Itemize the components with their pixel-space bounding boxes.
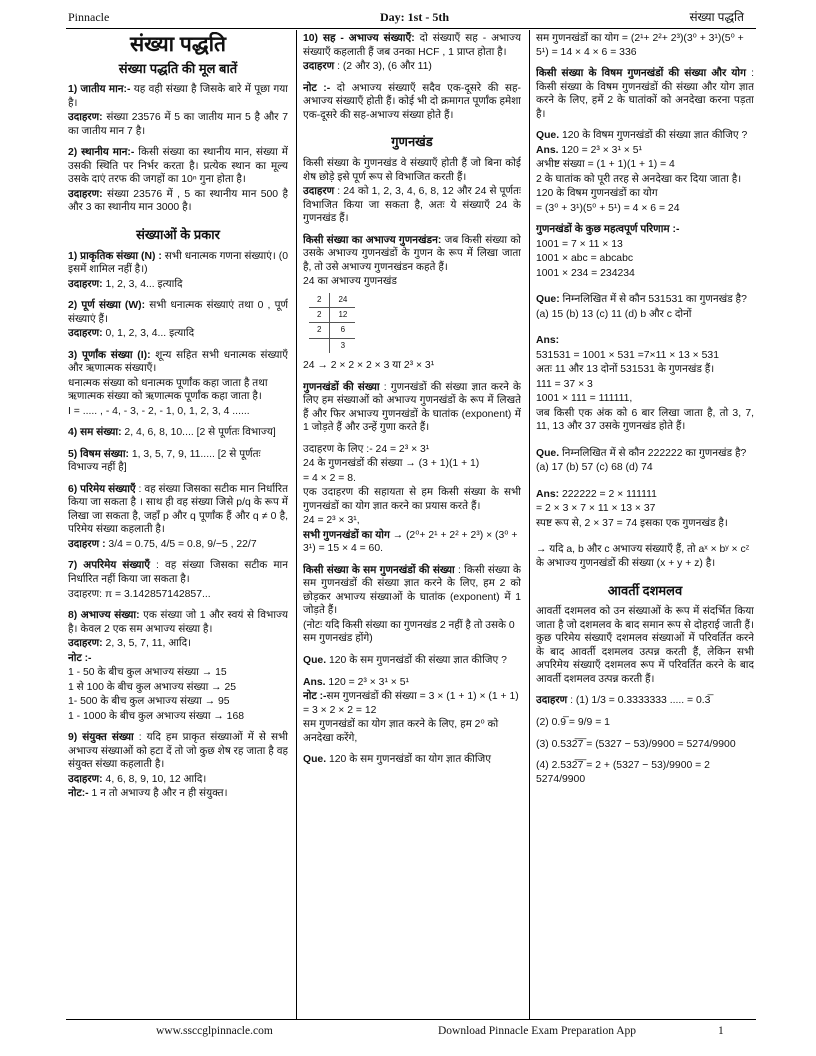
integer-para	[68, 349, 288, 376]
prime-number-head: 8) अभाज्य संख्या:	[68, 610, 140, 622]
answer-text: 120 = 2³ × 3¹ × 5¹	[325, 676, 409, 688]
question-label: Que.	[303, 654, 327, 666]
factor-definition: किसी संख्या के गुणनखंड वे संख्याएँ होती हैं जो बिना कोई शेष छोड़े इसे पूर्ण रूप से विभाजित करती हैं।	[303, 157, 521, 183]
rational-number-example	[68, 538, 288, 552]
composite-number-para	[68, 731, 288, 772]
number-of-factors-head: गुणनखंडों की संख्या	[303, 381, 380, 393]
note-label: नोट :-	[303, 691, 327, 703]
example-text: 4, 6, 8, 9, 10, 12 आदि।	[102, 773, 207, 785]
page-header	[0, 0, 816, 30]
answer-4-label: Ans:	[536, 335, 560, 347]
example-label: उदाहरण:	[68, 112, 103, 124]
division-ladder	[309, 293, 355, 354]
answer-3-line: 120 के विषम गुणनखंडों का योग	[536, 188, 658, 200]
example-text: 3/4 = 0.75, 4/5 = 0.8, 9/−5 , 22/7	[105, 538, 257, 550]
rational-number-para	[68, 483, 288, 537]
question-3	[536, 129, 754, 143]
question-label: Que.	[536, 130, 560, 142]
face-value-head: 1) जातीय मान:-	[68, 84, 131, 96]
natural-number-example	[68, 278, 288, 292]
note-text: 1 न तो अभाज्य है और न ही संयुक्त।	[88, 788, 228, 800]
composite-number-example	[68, 773, 288, 787]
question-text: 120 के सम गुणनखंडों का योग ज्ञात कीजिए	[326, 754, 491, 766]
irrational-number-para	[68, 559, 288, 586]
column-divider-2	[529, 30, 530, 1020]
prime-note-item: 1 से 100 के बीच कुल अभाज्य संख्या → 25	[68, 681, 237, 693]
example-text: : 24 को 1, 2, 3, 4, 6, 8, 12 और 24 से पूर्णतः विभाजित किया जा सकता है, अतः ये संख्याएँ 24 के गुणनखंड हैं।	[303, 186, 521, 225]
recurring-decimal-heading: आवर्ती दशमलव	[607, 582, 683, 598]
footer-website-link[interactable]: www.ssccglpinnacle.com	[156, 1025, 273, 1037]
integer-line-3: I = ..... , - 4, - 3, - 2, - 1, 0, 1, 2, 3, 4 ......	[68, 405, 250, 417]
odd-factors-text: : किसी संख्या के विषम गुणनखंडों की संख्या और योग ज्ञात करने के लिए, हमें 2 के घातांकों को अनदेखा करना पड़ता है।	[536, 68, 754, 120]
odd-number-head: 5) विषम संख्या:	[68, 448, 129, 460]
even-factors-text: : किसी संख्या के सम गुणनखंडों की संख्या ज्ञात करने के लिए, हम 2 को छोड़कर अभाज्य संख्याओं के घातांक (exponent) में 1 जोड़ते हैं।	[303, 564, 521, 617]
example-label: उदाहरण:	[68, 773, 103, 785]
prime-number-text: एक संख्या जो 1 और स्वयं से विभाज्य है। केवल 2 एक सम अभाज्य संख्या है।	[68, 610, 288, 635]
question-text: निम्नलिखित में से कौन 222222 का गुणनखंड है?	[559, 447, 747, 459]
types-heading: संख्याओं के प्रकार	[136, 226, 220, 242]
important-result: 1001 = 7 × 11 × 13	[536, 238, 623, 250]
example-label: उदाहरण	[303, 61, 335, 73]
prime-note-item: 1- 500 के बीच कुल अभाज्य संख्या → 95	[68, 696, 230, 708]
natural-number-para	[68, 250, 288, 277]
ladder-value: 12	[330, 308, 355, 323]
ladder-value: 3	[340, 340, 346, 350]
coprime-para	[303, 32, 521, 59]
header-rule	[66, 28, 756, 29]
answer-label: Ans.	[536, 144, 559, 156]
number-of-factors-text: : गुणनखंडों की संख्या ज्ञात करने के लिए हम संख्याओं को अभाज्य गुणनखंडों के रूप में लिखते हैं और फिर अभाज्य गुणनखंडों के घातांक (exponent) में 1 जोड़ते हैं और उन्हें गुणा करते हैं।	[303, 381, 521, 434]
irrational-number-example: उदाहरण: π = 3.142857142857...	[68, 588, 211, 600]
composite-number-head: 9) संयुक्त संख्या	[68, 732, 134, 744]
header-center: Day: 1st - 5th	[380, 10, 449, 24]
example-label: उदाहरण	[536, 695, 568, 707]
important-results-head: गुणनखंडों के कुछ महत्वपूर्ण परिणाम :-	[536, 224, 680, 236]
even-number-para	[68, 426, 288, 440]
prime-factorization-result: 24 → 2 × 2 × 2 × 3 या 2³ × 3¹	[303, 360, 435, 372]
coprime-head: 10) सह - अभाज्य संख्याएँ:	[303, 33, 415, 44]
prime-note-item: 1 - 50 के बीच कुल अभाज्य संख्या → 15	[68, 667, 227, 679]
question-text: निम्नलिखित में से कौन 531531 का गुणनखंड है?	[559, 294, 747, 306]
even-factors-note: (नोटः यदि किसी संख्या का गुणनखंड 2 नहीं है तो उसके 0 सम गुणनखंड होंगे)	[303, 619, 515, 645]
integer-line-2: धनात्मक संख्या को धनात्मक पूर्णांक कहा जाता है तथा ऋणात्मक संख्या को ऋणात्मक पूर्णांक कहा जाता है।	[68, 377, 268, 403]
odd-number-para	[68, 448, 288, 475]
irrational-number-head: 7) अपरिमेय संख्याएँ	[68, 560, 150, 572]
natural-number-text: सभी धनात्मक गणना संख्याएं। (0 इसमें शामिल नहीं है।)	[68, 250, 288, 276]
answer-1	[303, 676, 521, 690]
question-4	[536, 293, 754, 307]
example-label: उदाहरण:	[68, 328, 103, 340]
answer-text: 120 = 2³ × 3¹ × 5¹	[558, 144, 642, 156]
ladder-divisor	[309, 339, 330, 353]
nf-line: 24 = 2³ × 3¹,	[303, 515, 360, 527]
example-text: : (2 और 3), (6 और 11)	[334, 61, 432, 73]
example-text: 2, 3, 5, 7, 11, आदि।	[102, 638, 192, 650]
question-1	[303, 654, 521, 668]
column-2	[303, 32, 521, 1018]
answer-3-line: अभीष्ट संख्या = (1 + 1)(1 + 1) = 4	[536, 159, 675, 171]
composite-note	[68, 787, 288, 801]
column-divider-1	[296, 30, 297, 1020]
example-label: उदाहरण:	[68, 638, 103, 650]
prime-factorization-text: जब किसी संख्या को उसके अभाज्य गुणनखंडों के गुणन के रूप में लिखा जाता है, तो उसे अभाज्य गुणनखंडन कहते हैं।	[303, 234, 521, 273]
answer-3-line: = (3⁰ + 3¹)(5⁰ + 5¹) = 4 × 6 = 24	[536, 202, 680, 214]
factors-heading: गुणनखंड	[391, 134, 433, 150]
answer-3-line: 2 के घातांक को पूरी तरह से अनदेखा कर दिया जाता है।	[536, 173, 742, 185]
header-right: संख्या पद्धति	[689, 10, 744, 24]
column-3	[536, 32, 754, 1018]
odd-factors-para	[536, 67, 754, 121]
ladder-row	[309, 293, 355, 308]
example-text: संख्या 23576 में , 5 का स्थानीय मान 500 है और 3 का स्थानीय मान 3000 है।	[68, 188, 288, 214]
even-number-text: 2, 4, 6, 8, 10.... [2 से पूर्णतः विभाज्य]	[121, 427, 276, 439]
integer-head: 3) पूर्णांक संख्या (I):	[68, 349, 151, 361]
example-label: उदाहरण :	[68, 538, 106, 550]
answer-4-line: 531531 = 1001 × 531 =7×11 × 13 × 531	[536, 349, 719, 361]
answer-3	[536, 144, 754, 158]
footer-rule	[66, 1019, 756, 1020]
answer-5-line: स्पष्ट रूप से, 2 × 37 = 74 इसका एक गुणनखंड है।	[536, 517, 728, 529]
ladder-row	[309, 339, 355, 353]
coprime-note	[303, 82, 521, 123]
prime-note-item: 1 - 1000 के बीच कुल अभाज्य संख्या → 168	[68, 710, 245, 722]
natural-number-head: 1) प्राकृतिक संख्या (N) :	[68, 250, 162, 262]
recurring-example-1	[536, 694, 754, 708]
nf-line: उदाहरण के लिए :- 24 = 2³ × 3¹	[303, 443, 430, 455]
whole-number-example	[68, 327, 288, 341]
recurring-example-3: (3) 0.532̅7̅ = (5327 − 53)/9900 = 5274/9900	[536, 738, 736, 750]
irrational-number-text: : वह संख्या जिसका सटीक मान निर्धारित नहीं किया जा सकता है।	[68, 560, 288, 585]
coprime-example	[303, 60, 521, 74]
ladder-value: 6	[330, 323, 355, 338]
face-value-example	[68, 111, 288, 138]
place-value-example	[68, 188, 288, 215]
whole-number-para	[68, 299, 288, 326]
ladder-divisor: 2	[309, 308, 330, 323]
example-label: उदाहरण	[303, 186, 335, 198]
example-label: उदाहरण:	[68, 278, 103, 290]
answer-5	[536, 488, 754, 502]
ladder-divisor: 2	[309, 323, 330, 338]
recurring-decimal-text: आवर्ती दशमलव को उन संख्याओं के रूप में संदर्भित किया जाता है जो दशमलव के बाद समान रूप से दोहराई जाती हैं। कुछ परिमेय संख्याएँ दशमलव संख्याओं में परिवर्तित करने के बाद आवर्ती दशमलव उत्पन्न करती हैं, लेकिन सभी अपरिमेय संख्याएँ दशमलव रूप में परिवर्तित करने के बाद आवर्ती दशमलव उत्पन्न करती हैं।	[536, 606, 754, 685]
question-text: 120 के सम गुणनखंडों की संख्या ज्ञात कीजिए ?	[326, 654, 507, 666]
page-title: संख्या पद्धति	[129, 33, 227, 56]
prime-factorization-para	[303, 234, 521, 275]
place-value-text: किसी संख्या का स्थानीय मान, संख्या में उसकी स्थिति पर निर्भर करता है। प्रत्येक स्थान का मूल्य उसके दाएं तरफ की जगहों का 10ⁿ गुना होता है।	[68, 147, 288, 186]
recurring-example-2: (2) 0.9̅ = 9/9 = 1	[536, 717, 610, 728]
answer-4-line: अतः 11 और 13 दोनों 531531 के गुणनखंड हैं।	[536, 364, 715, 376]
important-result: 1001 × abc = abcabc	[536, 253, 634, 265]
question-label: Que.	[303, 754, 327, 766]
composite-number-text: : यदि हम प्राकृत संख्याओं में से सभी अभाज्य संख्याओं को हटा दें तो जो कुछ शेष रह जाता है वह संयुक्त संख्या कहलाती है।	[68, 732, 288, 771]
nf-line: एक उदाहरण की सहायता से हम किसी संख्या के सभी गुणनखंडों का योग ज्ञात करने का प्रयास करते हैं।	[303, 487, 521, 512]
page-number: 1	[718, 1025, 724, 1037]
ladder-divisor: 2	[309, 293, 330, 308]
prime-number-example	[68, 637, 288, 651]
prime-factorization-label: 24 का अभाज्य गुणनखंड	[303, 276, 397, 288]
example-text: 0, 1, 2, 3, 4... इत्यादि	[102, 328, 195, 340]
example-text: 1, 2, 3, 4... इत्यादि	[102, 278, 183, 290]
face-value-text: यह वही संख्या है जिसके बारे में पूछा गया है।	[68, 84, 288, 109]
ladder-value: 24	[330, 293, 355, 308]
even-factor-sum: सम गुणनखंडों का योग = (2¹+ 2²+ 2³)(3⁰ + 3¹)(5⁰ + 5¹) = 14 × 4 × 6 = 336	[536, 33, 744, 58]
question-label: Que.	[536, 447, 560, 459]
answer-1-note	[303, 690, 521, 717]
prime-factorization-head: किसी संख्या का अभाज्य गुणनखंडन:	[303, 234, 442, 246]
important-result: 1001 × 234 = 234234	[536, 267, 635, 279]
face-value-para	[68, 83, 288, 110]
sum-of-factors-text: → (2⁰+ 2¹ + 2² + 2³) × (3⁰ + 3¹) = 15 × 4 = 60.	[303, 529, 518, 555]
question-label: Que:	[536, 294, 560, 306]
ladder-row	[309, 323, 355, 338]
prime-number-para	[68, 609, 288, 636]
whole-number-head: 2) पूर्ण संख्या (W):	[68, 300, 146, 312]
example-text: संख्या 23576 में 5 का जातीय मान 5 है और 7 का जातीय मान 7 है।	[68, 112, 288, 137]
even-number-head: 4) सम संख्या:	[68, 427, 122, 439]
even-factors-para	[303, 564, 521, 618]
header-left: Pinnacle	[68, 10, 110, 24]
question-4-options: (a) 15 (b) 13 (c) 11 (d) b और c दोनों	[536, 308, 692, 320]
question-2	[303, 753, 521, 767]
sum-of-factors	[303, 529, 521, 556]
answer-label: Ans:	[536, 488, 560, 500]
rational-number-text: : वह संख्या जिसका सटीक मान निर्धारित किया जा सकता है । साथ ही वह संख्या जिसे p/q के रूप में लिखा जा सकता है, जहाँ p और q पूर्णांक हैं और q ≠ 0 है, परिमेय संख्या कहलाती है।	[68, 483, 288, 536]
note-label: नोट :-	[303, 82, 331, 94]
note-text: सम गुणनखंडों की संख्या = 3 × (1 + 1) × (1 + 1) = 3 × 2 × 2 = 12	[303, 691, 519, 716]
note-text: दो अभाज्य संख्याएँ सदैव एक-दूसरे की सह-अभाज्य संख्याएँ होती हैं। कोई भी दो क्रमागत पूर्णांक हमेशा एक-दूसरे की सह-अभाज्य संख्या होते हैं।	[303, 82, 521, 121]
question-5-options: (a) 17 (b) 57 (c) 68 (d) 74	[536, 462, 653, 474]
prime-note-head: नोट :-	[68, 652, 92, 664]
recurring-example-4: (4) 2.532̅7̅ = 2 + (5327 − 53)/9900 = 2 5274/9900	[536, 760, 710, 785]
factor-example	[303, 185, 521, 226]
answer-text: 222222 = 2 × 111111	[559, 488, 657, 500]
note-label: नोट:-	[68, 788, 89, 800]
nf-line: 24 के गुणनखंडों की संख्या → (3 + 1)(1 + 1)	[303, 458, 480, 470]
number-of-factors-para	[303, 381, 521, 435]
answer-4-line: जब किसी एक अंक को 6 बार लिखा जाता है, तो 3, 7, 11, 13 और 37 उसके गुणनखंड होते हैं।	[536, 407, 754, 433]
rational-number-head: 6) परिमेय संख्याएँ	[68, 483, 136, 495]
example-label: उदाहरण:	[68, 188, 103, 200]
nf-line: = 4 × 2 = 8.	[303, 472, 356, 484]
even-factors-head: किसी संख्या के सम गुणनखंडों की संख्या	[303, 564, 455, 576]
whole-number-text: सभी धनात्मक संख्याएं तथा 0 , पूर्ण संख्याएं हैं।	[68, 300, 288, 325]
example-text: : (1) 1/3 = 0.3333333 ..... = 0.3̅	[567, 695, 711, 707]
answer-4-line: 1001 × 111 = 111111,	[536, 393, 633, 405]
prime-factor-rule: → यदि a, b और c अभाज्य संख्याएँ हैं, तो aˣ × bʸ × cᶻ के अभाज्य गुणनखंडों की संख्या (x + y + z) है।	[536, 544, 750, 569]
answer-5-line: = 2 × 3 × 7 × 11 × 13 × 37	[536, 503, 656, 515]
place-value-head: 2) स्थानीय मान:-	[68, 147, 135, 159]
column-1	[68, 32, 288, 1018]
footer-app-text: Download Pinnacle Exam Preparation App	[438, 1025, 637, 1037]
answer-1-line: सम गुणनखंडों का योग ज्ञात करने के लिए, हम 2⁰ को अनदेखा करेंगे,	[303, 719, 499, 744]
answer-label: Ans.	[303, 676, 326, 688]
basics-heading: संख्या पद्धति की मूल बातें	[118, 61, 238, 77]
question-5	[536, 447, 754, 461]
ladder-row	[309, 308, 355, 323]
coprime-text: दो संख्याएँ सह - अभाज्य संख्याएँ कहलाती हैं जब उनका HCF , 1 प्राप्त होता है।	[303, 33, 521, 58]
sum-of-factors-head: सभी गुणनखंडों का योग	[303, 529, 390, 541]
odd-factors-head: किसी संख्या के विषम गुणनखंडों की संख्या और योग	[536, 68, 746, 80]
odd-number-text: 1, 3, 5, 7, 9, 11..... [2 से पूर्णतः विभाज्य नहीं है]	[68, 448, 261, 474]
question-text: 120 के विषम गुणनखंडों की संख्या ज्ञात कीजिए ?	[559, 130, 748, 142]
integer-text: शून्य सहित सभी धनात्मक संख्याएँ और ऋणात्मक संख्याएँ।	[68, 349, 288, 375]
answer-4-line: 111 = 37 × 3	[536, 378, 593, 390]
place-value-para	[68, 146, 288, 187]
